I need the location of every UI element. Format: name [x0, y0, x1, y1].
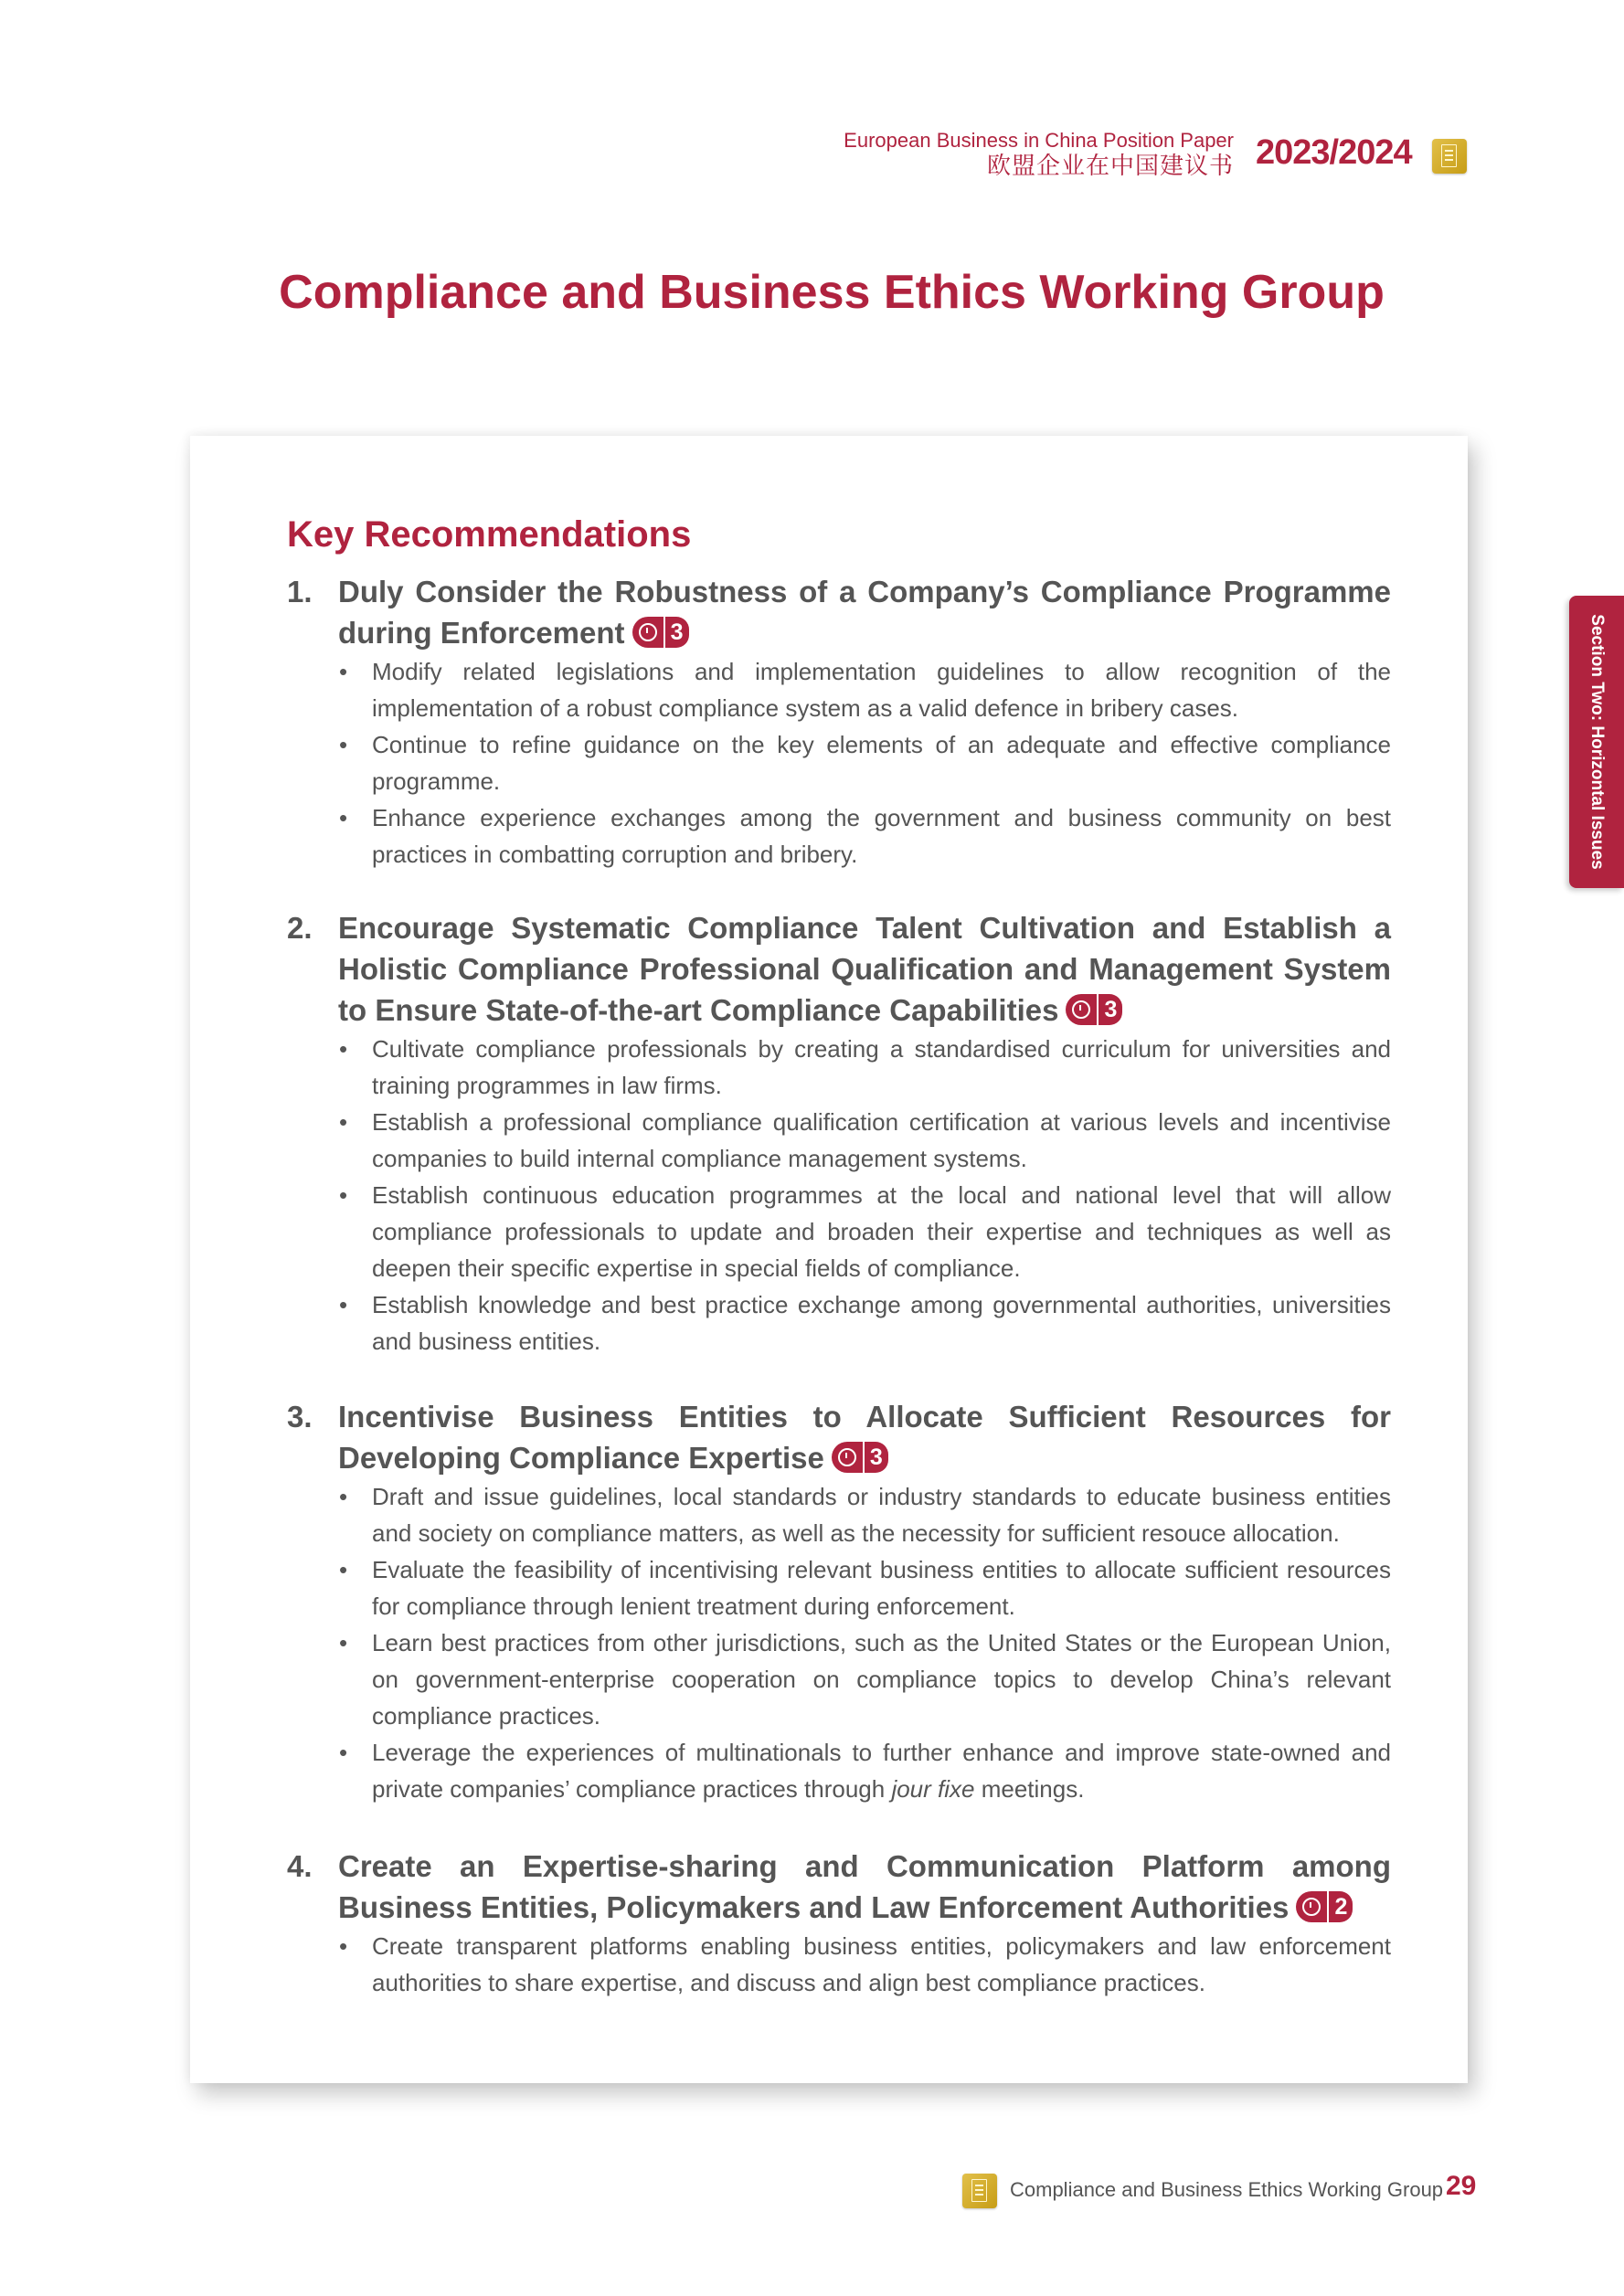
publication-year: 2023/2024: [1256, 133, 1412, 172]
clock-icon: [632, 617, 663, 648]
priority-value: 2: [1329, 1891, 1353, 1922]
publication-header: [844, 129, 1234, 180]
bullet-icon: •: [339, 1108, 348, 1136]
bullet-icon: •: [339, 1629, 348, 1656]
recommendation-item: [287, 1846, 1391, 2001]
recommendation-bullets: [287, 1031, 1391, 1360]
recommendation-heading: [287, 1846, 1391, 1928]
footer-title: Compliance and Business Ethics Working Group: [1010, 2178, 1444, 2201]
bullet-item: • Cultivate compliance professionals by creating a standardised curriculum for universities and training programmes in law firms.: [287, 1031, 1391, 1104]
bullet-icon: •: [339, 804, 348, 831]
bullet-item: • Leverage the experiences of multinationals to further enhance and improve state-owned and private companies’ compliance practices through jour fixe meetings.: [287, 1734, 1391, 1807]
clock-icon: [1296, 1891, 1327, 1922]
publication-name-en: European Business in China Position Paper: [844, 129, 1234, 152]
recommendation-item: [287, 571, 1391, 873]
priority-badge: [832, 1442, 888, 1473]
recommendation-title: Encourage Systematic Compliance Talent Cultivation and Establish a Holistic Compliance Professional Qualification and Management System to Ensure State-of-the-art Compliance Capabilities: [338, 911, 1391, 1027]
recommendation-number: 1.: [287, 575, 313, 608]
bullet-icon: •: [339, 1739, 348, 1766]
recommendation-number: 2.: [287, 911, 313, 945]
recommendation-bullets: [287, 1928, 1391, 2001]
priority-value: 3: [865, 1442, 888, 1473]
bullet-item: • Establish continuous education programmes at the local and national level that will allow compliance professionals to update and broaden their expertise and techniques as well as deepen their specific expertise in special fields of compliance.: [287, 1177, 1391, 1286]
publication-name-cn: 欧盟企业在中国建议书: [986, 153, 1234, 180]
section-tab-label: Section Two: Horizontal Issues: [1587, 614, 1607, 870]
recommendation-title: Duly Consider the Robustness of a Company’s Compliance Programme during Enforcement: [338, 575, 1391, 650]
key-recommendations-card: [190, 436, 1468, 2083]
bullet-item: • Create transparent platforms enabling business entities, policymakers and law enforcement authorities to share expertise, and discuss and align best compliance practices.: [287, 1928, 1391, 2001]
clock-icon: [832, 1442, 863, 1473]
recommendation-number: 4.: [287, 1849, 313, 1883]
recommendation-number: 3.: [287, 1400, 313, 1434]
bullet-item: • Establish a professional compliance qualification certification at various levels and incentivise companies to build internal compliance management systems.: [287, 1104, 1391, 1177]
page-title: Compliance and Business Ethics Working Group: [279, 266, 1385, 319]
bullet-icon: •: [339, 1483, 348, 1510]
section-heading: Key Recommendations: [287, 514, 692, 555]
bullet-item: • Continue to refine guidance on the key elements of an adequate and effective compliance programme.: [287, 726, 1391, 799]
bullet-item: • Enhance experience exchanges among the government and business community on best practices in combatting corruption and bribery.: [287, 799, 1391, 873]
bullet-icon: •: [339, 1181, 348, 1209]
document-icon: [1432, 139, 1467, 174]
priority-badge: [1066, 994, 1122, 1025]
recommendation-heading: [287, 571, 1391, 653]
recommendation-heading: [287, 1396, 1391, 1478]
bullet-icon: •: [339, 658, 348, 685]
bullet-icon: •: [339, 731, 348, 758]
bullet-item: • Learn best practices from other jurisdictions, such as the United States or the European Union, on government-enterprise cooperation on compliance topics to develop China’s relevant compliance practices.: [287, 1624, 1391, 1734]
recommendation-item: [287, 1396, 1391, 1807]
document-icon: [962, 2174, 997, 2208]
bullet-item: • Draft and issue guidelines, local standards or industry standards to educate business entities and society on compliance matters, as well as the necessity for sufficient resouce allocation.: [287, 1478, 1391, 1551]
bullet-icon: •: [339, 1035, 348, 1063]
bullet-item: • Evaluate the feasibility of incentivising relevant business entities to allocate sufficient resources for compliance through lenient treatment during enforcement.: [287, 1551, 1391, 1624]
bullet-icon: •: [339, 1932, 348, 1960]
recommendation-title: Create an Expertise-sharing and Communication Platform among Business Entities, Policymakers and Law Enforcement Authorities: [338, 1849, 1391, 1924]
priority-badge: [632, 617, 689, 648]
bullet-item: • Modify related legislations and implementation guidelines to allow recognition of the implementation of a robust compliance system as a valid defence in bribery cases.: [287, 653, 1391, 726]
recommendation-heading: [287, 907, 1391, 1031]
priority-badge: [1296, 1891, 1353, 1922]
bullet-icon: •: [339, 1291, 348, 1318]
bullet-item: • Establish knowledge and best practice exchange among governmental authorities, universities and business entities.: [287, 1286, 1391, 1360]
recommendation-bullets: [287, 653, 1391, 873]
priority-value: 3: [1099, 994, 1122, 1025]
recommendation-bullets: [287, 1478, 1391, 1807]
section-tab[interactable]: [1569, 596, 1624, 888]
recommendation-item: [287, 907, 1391, 1360]
recommendation-title: Incentivise Business Entities to Allocate Sufficient Resources for Developing Compliance Expertise: [338, 1400, 1391, 1475]
page-number: 29: [1446, 2171, 1477, 2201]
clock-icon: [1066, 994, 1097, 1025]
bullet-icon: •: [339, 1556, 348, 1583]
priority-value: 3: [665, 617, 689, 648]
